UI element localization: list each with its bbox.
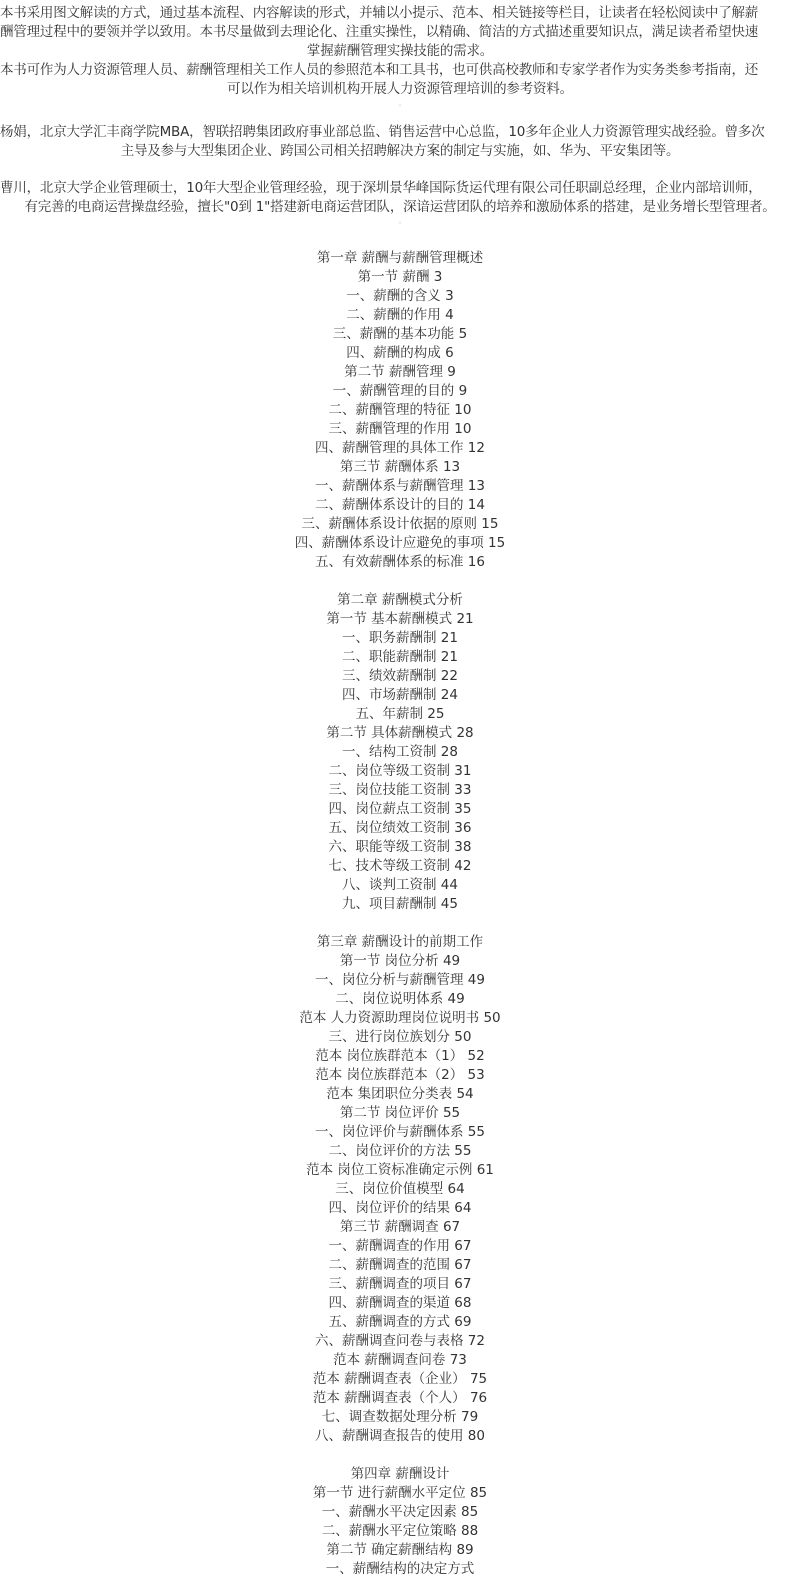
toc-entry: 第三节 薪酬调查 67 [339, 1219, 461, 1235]
author-bio-1 [0, 123, 800, 161]
toc-entry: 五、岗位绩效工资制 36 [328, 820, 472, 836]
toc-entry: 三、岗位价值模型 64 [335, 1181, 465, 1197]
toc-entry: 一、薪酬水平决定因素 85 [321, 1504, 479, 1520]
toc-chapter-3 [0, 933, 800, 1446]
toc-entry: 范本 薪酬调查问卷 73 [333, 1352, 467, 1368]
toc-entry: 六、薪酬调查问卷与表格 72 [315, 1333, 485, 1349]
toc-entry: 一、薪酬的含义 3 [346, 288, 454, 304]
toc-entry: 四、市场薪酬制 24 [342, 687, 458, 703]
toc-entry: 第一节 岗位分析 49 [339, 953, 461, 969]
toc-entry: 五、有效薪酬体系的标准 16 [315, 554, 485, 570]
toc-entry: 七、调查数据处理分析 79 [321, 1409, 479, 1425]
toc-entry: 一、职务薪酬制 21 [342, 630, 458, 646]
toc-entry: 四、岗位评价的结果 64 [328, 1200, 472, 1216]
toc-chapter-2 [0, 591, 800, 914]
toc-entry: 一、岗位分析与薪酬管理 49 [315, 972, 485, 988]
toc-entry: 八、谈判工资制 44 [342, 877, 458, 893]
toc-entry: 八、薪酬调查报告的使用 80 [315, 1428, 485, 1444]
toc-entry: 第二节 确定薪酬结构 89 [326, 1542, 474, 1558]
toc-entry: 一、结构工资制 28 [342, 744, 458, 760]
intro-line: 酬管理过程中的要领并学以致用。本书尽量做到去理论化、注重实操性，以精确、简洁的方式描述重要知识点，满足读者希望快速 [0, 24, 759, 40]
toc-entry: 四、薪酬管理的具体工作 12 [315, 440, 485, 456]
toc-entry: 三、绩效薪酬制 22 [342, 668, 458, 684]
toc-entry: 一、岗位评价与薪酬体系 55 [315, 1124, 485, 1140]
toc-entry: 第三节 薪酬体系 13 [339, 459, 461, 475]
toc-entry: 第一节 薪酬 3 [357, 269, 443, 285]
intro-line: 本书采用图文解读的方式，通过基本流程、内容解读的形式，并辅以小提示、范本、相关链接等栏目，让读者在轻松阅读中了解薪 [0, 5, 759, 21]
toc-entry: 范本 集团职位分类表 54 [326, 1086, 474, 1102]
toc-entry: 二、薪酬管理的特征 10 [328, 402, 472, 418]
toc-entry: 四、薪酬的构成 6 [346, 345, 454, 361]
toc-chapter-title: 第三章 薪酬设计的前期工作 [316, 934, 484, 950]
chapter-gap [0, 1446, 800, 1465]
toc-chapter-4 [0, 1465, 800, 1579]
toc-entry: 三、进行岗位族划分 50 [328, 1029, 472, 1045]
toc-entry: 三、薪酬管理的作用 10 [328, 421, 472, 437]
toc-entry: 二、岗位等级工资制 31 [328, 763, 472, 779]
toc-entry: 三、薪酬体系设计依据的原则 15 [301, 516, 499, 532]
toc-chapter-1 [0, 249, 800, 572]
toc-entry: 七、技术等级工资制 42 [328, 858, 472, 874]
toc-entry: 二、岗位说明体系 49 [335, 991, 465, 1007]
bio-line: 杨娟，北京大学汇丰商学院MBA，智联招聘集团政府事业部总监、销售运营中心总监，10多年企业人力资源管理实战经验。曾多次 [0, 124, 765, 140]
toc-entry: 二、岗位评价的方法 55 [328, 1143, 472, 1159]
toc-entry: 三、薪酬调查的项目 67 [328, 1276, 472, 1292]
chapter-gap [0, 914, 800, 933]
divider-dot: ◦ [397, 219, 403, 228]
divider-dot: ◦ [397, 101, 403, 110]
toc-entry: 第一节 进行薪酬水平定位 85 [312, 1485, 488, 1501]
author-bio-2 [0, 179, 800, 217]
toc-entry: 第一节 基本薪酬模式 21 [326, 611, 474, 627]
intro-paragraph-1 [0, 0, 800, 61]
bio-line: 曹川，北京大学企业管理硕士，10年大型企业管理经验，现于深圳景华峰国际货运代理有限公司任职副总经理，企业内部培训师， [0, 180, 762, 196]
toc-entry: 一、薪酬管理的目的 9 [332, 383, 468, 399]
intro-line: 可以作为相关培训机构开展人力资源管理培训的参考资料。 [227, 81, 573, 97]
toc-entry: 三、岗位技能工资制 33 [328, 782, 472, 798]
intro-line: 掌握薪酬管理实操技能的需求。 [306, 43, 494, 59]
toc-entry: 一、薪酬结构的决定方式 [325, 1561, 475, 1577]
toc-entry: 三、薪酬的基本功能 5 [332, 326, 468, 342]
toc-entry: 四、岗位薪点工资制 35 [328, 801, 472, 817]
chapter-gap [0, 572, 800, 591]
toc-entry: 五、年薪制 25 [355, 706, 445, 722]
toc-entry: 范本 人力资源助理岗位说明书 50 [299, 1010, 501, 1026]
toc-entry: 范本 薪酬调查表（企业） 75 [312, 1371, 488, 1387]
toc-entry: 四、薪酬调查的渠道 68 [328, 1295, 472, 1311]
intro-paragraph-2 [0, 61, 800, 99]
toc-entry: 二、职能薪酬制 21 [342, 649, 458, 665]
bio-line: 主导及参与大型集团企业、跨国公司相关招聘解决方案的制定与实施，如、华为、平安集团等。 [120, 143, 680, 159]
toc-entry: 范本 岗位族群范本（1） 52 [315, 1048, 485, 1064]
toc-entry: 范本 薪酬调查表（个人） 76 [312, 1390, 488, 1406]
toc-entry: 二、薪酬的作用 4 [346, 307, 454, 323]
intro-line: 本书可作为人力资源管理人员、薪酬管理相关工作人员的参照范本和工具书，也可供高校教师和专家学者作为实务类参考指南，还 [0, 62, 759, 78]
toc-entry: 五、薪酬调查的方式 69 [328, 1314, 472, 1330]
toc-chapter-title: 第一章 薪酬与薪酬管理概述 [316, 250, 484, 266]
toc-entry: 一、薪酬调查的作用 67 [328, 1238, 472, 1254]
toc-entry: 四、薪酬体系设计应避免的事项 15 [294, 535, 506, 551]
toc-entry: 第二节 薪酬管理 9 [344, 364, 456, 380]
toc-entry: 二、薪酬调查的范围 67 [328, 1257, 472, 1273]
toc-entry: 六、职能等级工资制 38 [328, 839, 472, 855]
toc-chapter-title: 第四章 薪酬设计 [350, 1466, 450, 1482]
toc-entry: 范本 岗位工资标准确定示例 61 [306, 1162, 494, 1178]
toc-chapter-title: 第二章 薪酬模式分析 [337, 592, 463, 608]
toc-entry: 二、薪酬水平定位策略 88 [321, 1523, 479, 1539]
toc-entry: 二、薪酬体系设计的目的 14 [315, 497, 485, 513]
toc-entry: 第二节 具体薪酬模式 28 [326, 725, 474, 741]
toc-entry: 第二节 岗位评价 55 [339, 1105, 461, 1121]
toc-entry: 九、项目薪酬制 45 [342, 896, 458, 912]
toc-entry: 一、薪酬体系与薪酬管理 13 [315, 478, 485, 494]
table-of-contents [0, 249, 800, 1579]
bio-line: 有完善的电商运营操盘经验，擅长"0到 1"搭建新电商运营团队，深谙运营团队的培养和激励体系的搭建，是业务增长型管理者。 [24, 199, 776, 215]
toc-entry: 范本 岗位族群范本（2） 53 [315, 1067, 485, 1083]
